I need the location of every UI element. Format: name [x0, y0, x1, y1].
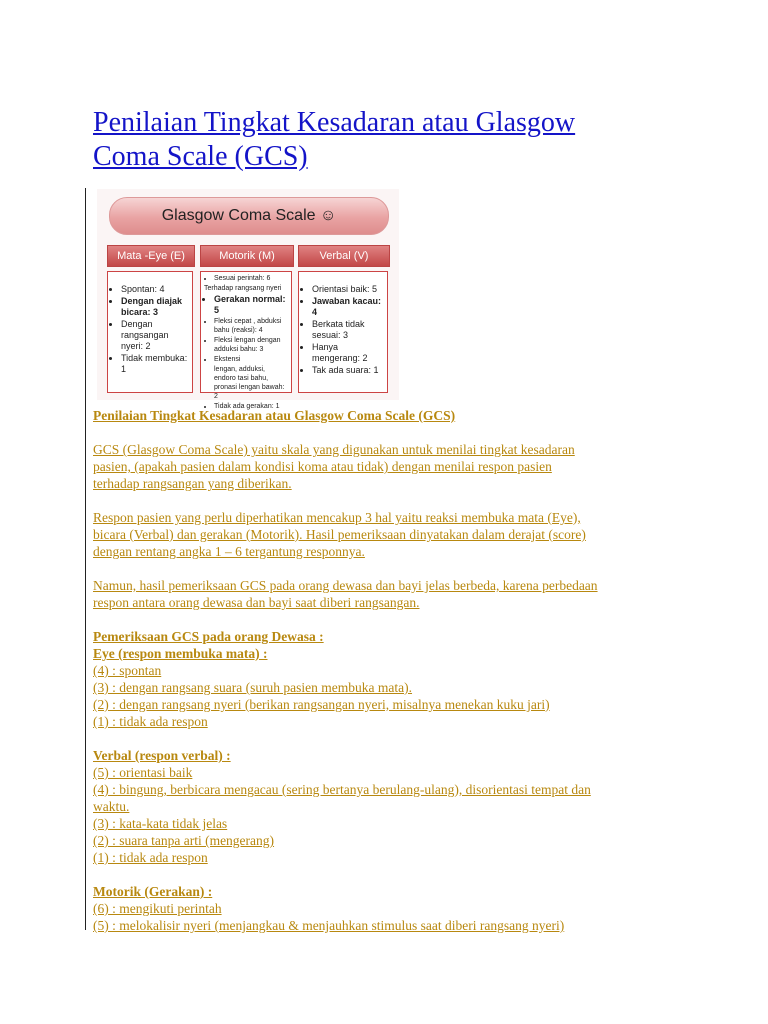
eye-item: • Dengan rangsangan nyeri: 2 — [121, 319, 189, 352]
p2-line[interactable]: Respon pasien yang perlu diperhatikan mencakup 3 hal yaitu reaksi membuka mata (Eye), — [93, 510, 581, 525]
spacer — [93, 730, 693, 747]
eye-item: • Dengan diajak bicara: 3 — [121, 296, 189, 318]
motor-item: • Ekstensi — [214, 355, 288, 364]
p2-line[interactable]: bicara (Verbal) dan gerakan (Motorik). Hasil pemeriksaan dinyatakan dalam derajat (score) — [93, 527, 586, 542]
page-title-line1[interactable]: Penilaian Tingkat Kesadaran atau Glasgow — [93, 107, 576, 138]
gcs-eye-box — [107, 271, 193, 393]
verbal-item: • Berkata tidak sesuai: 3 — [312, 319, 384, 341]
article-subtitle-link[interactable]: Penilaian Tingkat Kesadaran atau Glasgow Coma Scale (GCS) — [93, 408, 456, 423]
spacer — [93, 492, 693, 509]
p1-line[interactable]: pasien, (apakah pasien dalam kondisi koma atau tidak) dengan menilai respon pasien — [93, 459, 552, 474]
verbal-item: • Hanya mengerang: 2 — [312, 342, 384, 364]
verbal-list-item[interactable]: (2) : suara tanpa arti (mengerang) — [93, 833, 275, 848]
eye-heading[interactable]: Eye (respon membuka mata) : — [93, 646, 268, 661]
spacer — [93, 560, 693, 577]
eye-list-item[interactable]: (3) : dengan rangsang suara (suruh pasien membuka mata). — [93, 680, 413, 695]
eye-list-item[interactable]: (2) : dengan rangsang nyeri (berikan rangsangan nyeri, misalnya menekan kuku jari) — [93, 697, 550, 712]
p1-line[interactable]: terhadap rangsangan yang diberikan. — [93, 476, 292, 491]
p3-line[interactable]: Namun, hasil pemeriksaan GCS pada orang dewasa dan bayi jelas berbeda, karena perbedaan — [93, 578, 598, 593]
verbal-item: • Tak ada suara: 1 — [312, 365, 384, 376]
motor-item: • Sesuai perintah: 6 — [214, 274, 288, 283]
gcs-image-header: Glasgow Coma Scale ☺ — [109, 197, 389, 235]
motor-item: lengan, adduksi, endoro tasi bahu, pronasi lengan bawah: 2 — [214, 366, 285, 400]
gcs-verbal-box — [298, 271, 388, 393]
spacer — [93, 611, 693, 628]
verbal-item: • Orientasi baik: 5 — [312, 284, 384, 295]
adult-heading[interactable]: Pemeriksaan GCS pada orang Dewasa : — [93, 629, 324, 644]
page-title-line2[interactable]: Coma Scale (GCS) — [93, 141, 308, 172]
verbal-item: • Jawaban kacau: 4 — [312, 296, 384, 318]
motor-item: • Gerakan normal: 5 — [214, 294, 288, 316]
article-body — [93, 407, 693, 934]
p3-line[interactable]: respon antara orang dewasa dan bayi saat diberi rangsangan. — [93, 595, 420, 610]
gcs-col-motor: Motorik (M) — [200, 245, 294, 267]
verbal-list-item[interactable]: (1) : tidak ada respon — [93, 850, 208, 865]
motor-heading[interactable]: Motorik (Gerakan) : — [93, 884, 213, 899]
verbal-heading[interactable]: Verbal (respon verbal) : — [93, 748, 231, 763]
gcs-col-eye: Mata -Eye (E) — [107, 245, 195, 267]
motor-list-item[interactable]: (6) : mengikuti perintah — [93, 901, 222, 916]
motor-item: Terhadap rangsang nyeri — [204, 285, 282, 292]
eye-item: • Spontan: 4 — [121, 284, 189, 295]
verbal-list-item[interactable]: (3) : kata-kata tidak jelas — [93, 816, 228, 831]
gcs-motor-box — [200, 271, 292, 410]
verbal-list-item[interactable]: (5) : orientasi baik — [93, 765, 193, 780]
eye-list-item[interactable]: (1) : tidak ada respon — [93, 714, 208, 729]
page-title[interactable] — [93, 106, 693, 174]
eye-list-item[interactable]: (4) : spontan — [93, 663, 162, 678]
verbal-list-item[interactable]: waktu. — [93, 799, 130, 814]
left-border-line — [85, 188, 86, 930]
verbal-list-item[interactable]: (4) : bingung, berbicara mengacau (sering bertanya berulang-ulang), disorientasi tempat dan — [93, 782, 591, 797]
spacer — [93, 424, 693, 441]
spacer — [93, 866, 693, 883]
p2-line[interactable]: dengan rentang angka 1 – 6 tergantung responnya. — [93, 544, 365, 559]
gcs-image — [97, 189, 399, 410]
gcs-col-verbal: Verbal (V) — [298, 245, 390, 267]
p1-line[interactable]: GCS (Glasgow Coma Scale) yaitu skala yang digunakan untuk menilai tingkat kesadaran — [93, 442, 575, 457]
motor-item: • Fleksi cepat , abduksi bahu (reaksi): 4 — [214, 317, 288, 335]
motor-item: • Fleksi lengan dengan adduksi bahu: 3 — [214, 336, 288, 354]
motor-item: • Tidak ada gerakan: 1 — [214, 402, 288, 411]
motor-list-item[interactable]: (5) : melokalisir nyeri (menjangkau & menjauhkan stimulus saat diberi rangsang nyeri) — [93, 918, 565, 933]
eye-item: • Tidak membuka: 1 — [121, 353, 189, 375]
